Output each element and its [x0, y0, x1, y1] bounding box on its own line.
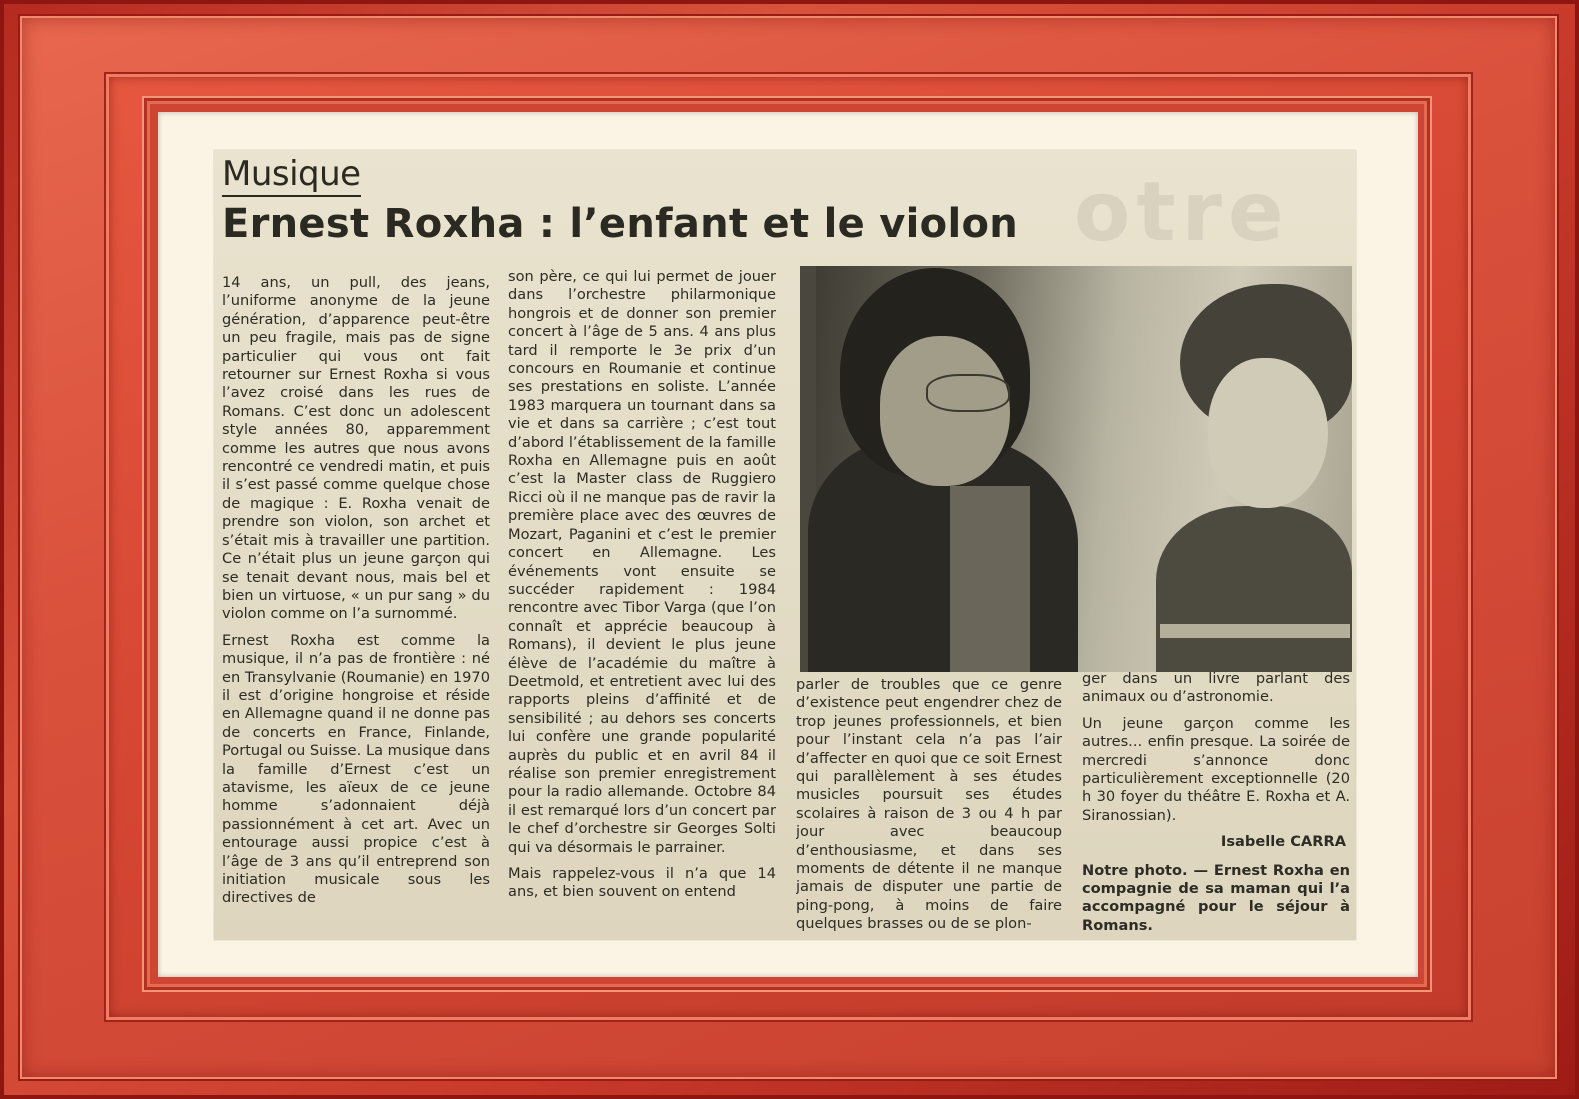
- photo-caption: Notre photo. — Ernest Roxha en compagnie de sa maman qui l’a accompagné pour le séjour à Romans.: [1082, 861, 1350, 934]
- section-rubric: Musique: [222, 154, 361, 197]
- sweater-stripe: [1160, 624, 1350, 638]
- article-column-3: [796, 676, 1062, 936]
- paragraph: son père, ce qui lui permet de jouer dans l’orchestre philarmonique hongrois et de donner son premier concert à l’âge de 5 ans. 4 ans plus tard il remporte le 3e prix d’un concours en Roumanie et continue ses prestations en soliste. L’année 1983 marquera un tournant dans sa vie et dans sa carrière ; c’est tout d’abord l’établissement de la famille Roxha en Allemagne puis en août c’est la Master class de Ruggiero Ricci où il ne manque pas de ravir la première place avec des œuvres de Mozart, Paganini et c’est le premier concert en Allemagne. Les événements vont ensuite se succéder rapidement : 1984 rencontre avec Tibor Varga (que l’on connaît et apprécie beaucoup à Romans), il devient le plus jeune élève de l’académie du maître à Deetmold, et entretient avec lui des rapports pleins d’affinité et de sensibilité ; au dehors ses concerts lui confère une grande popularité auprès du public et en avril 84 il réalise son premier enregistrement pour la radio allemande. Octobre 84 il est remarqué lors d’un concert par le chef d’orchestre sir Georges Solti qui va désormais le parrainer.: [508, 268, 776, 856]
- boy-face-shape: [1208, 358, 1328, 508]
- article-column-2: [508, 268, 776, 938]
- author-signature: Isabelle CARRA: [1220, 833, 1346, 851]
- eyeglasses-icon: [926, 374, 1010, 412]
- article-photo: [800, 266, 1352, 672]
- paragraph: ger dans un livre parlant des animaux ou d’astronomie.: [1082, 670, 1350, 706]
- paragraph: parler de troubles que ce genre d’existence peut engendrer chez de trop jeunes professionnels, et bien pour l’instant cela n’a pas l’air d’affecter en quoi que ce soit Ernest qui parallèlement à ses études musicles poursuit ses études scolaires à raison de 3 ou 4 h par jour avec beaucoup d’enthousiasme, et dans ses moments de détente il ne manque jamais de disputer une partie de ping-pong, à moins de faire quelques brasses ou de se plon-: [796, 676, 1062, 933]
- paragraph: Mais rappelez-vous il n’a que 14 ans, et bien souvent on entend: [508, 865, 776, 901]
- boy-sweater-shape: [1156, 506, 1352, 672]
- article-column-4: [1082, 670, 1350, 936]
- woman-blouse-shape: [950, 486, 1030, 672]
- paragraph: Un jeune garçon comme les autres... enfin presque. La soirée de mercredi s’annonce donc particulièrement exceptionnelle (20 h 30 foyer du théâtre E. Roxha et A. Siranossian).: [1082, 714, 1350, 824]
- paragraph: 14 ans, un pull, des jeans, l’uniforme anonyme de la jeune génération, d’apparence peut-être un peu fragile, mais pas de signe particulier qui vous ont fait retourner sur Ernest Roxha si vous l’avez croisé dans les rues de Romans. C’est donc un adolescent style années 80, apparemment comme les autres que nous avons rencontré ce vendredi matin, et puis il s’est passé comme quelque chose de magique : E. Roxha venait de prendre son violon, son archet et s’était mis à travailler une partition. Ce n’était plus un jeune garçon qui se tenait devant nous, mais bel et bien un virtuose, « un pur sang » du violon comme on l’a surnommé.: [222, 274, 490, 623]
- article-column-1: [222, 274, 490, 938]
- newspaper-clipping: [214, 150, 1356, 940]
- woman-face-shape: [880, 336, 1010, 486]
- bleed-through-text: otre: [1074, 165, 1290, 260]
- paragraph: Ernest Roxha est comme la musique, il n’a pas de frontière : né en Transylvanie (Roumanie) en 1970 il est d’origine hongroise et réside en Allemagne quand il ne donne pas de concerts en France, Finlande, Portugal ou Suisse. La musique dans la famille d’Ernest c’est un atavisme, les aïeux de ce jeune homme s’adonnaient déjà passionnément à cet art. Avec un entourage aussi propice c’est à l’âge de 3 ans qu’il entreprend son initiation musicale sous les directives de: [222, 631, 490, 907]
- article-headline: Ernest Roxha : l’enfant et le violon: [222, 201, 1019, 247]
